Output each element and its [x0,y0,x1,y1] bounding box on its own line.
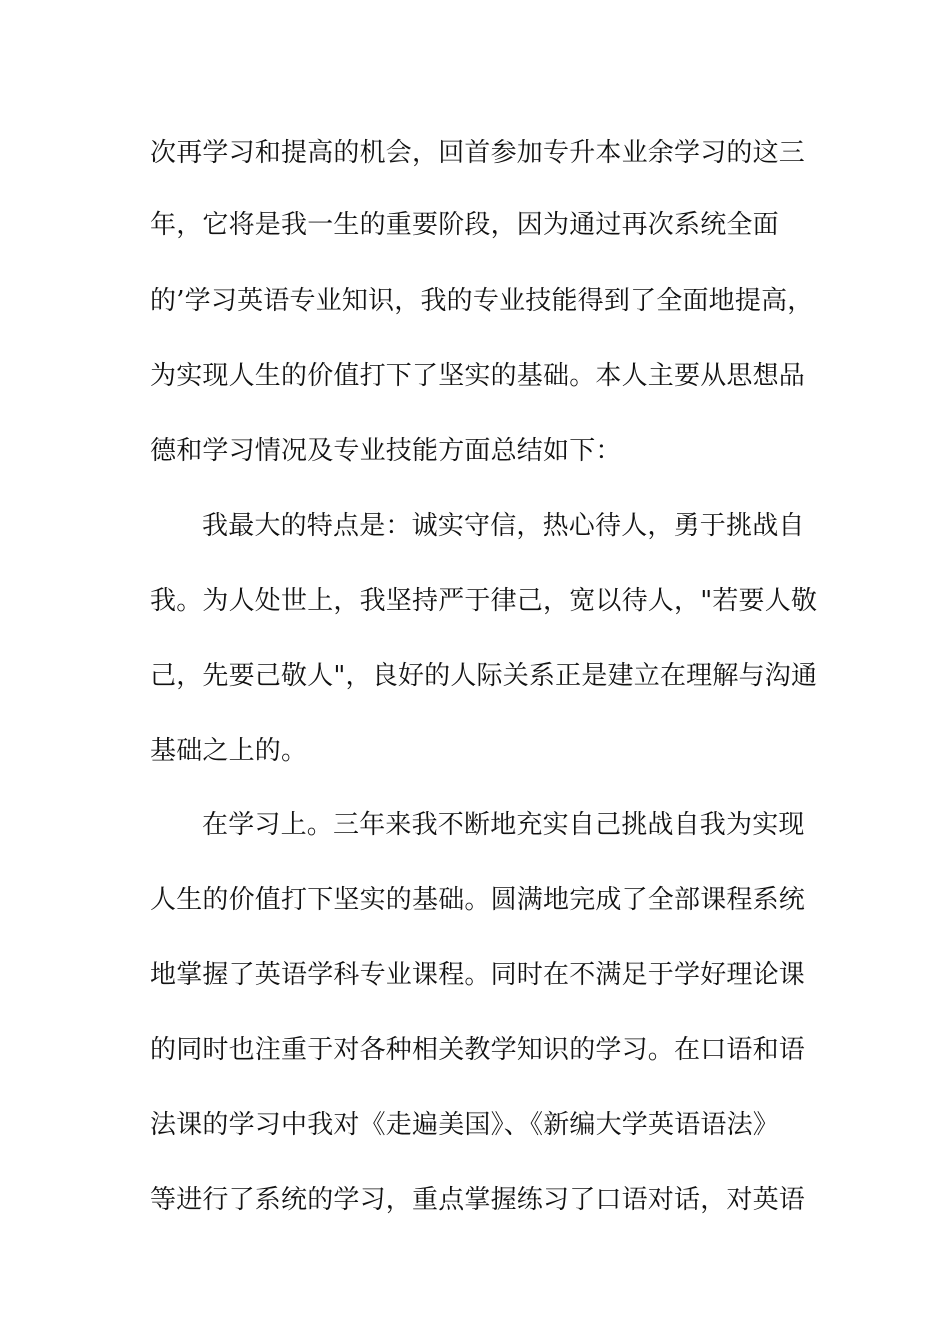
paragraph-first-line: 在学习上。三年来我不断地充实自己挑战自我为实现 [202,810,805,840]
text-line: 年，它将是我一生的重要阶段，因为通过再次系统全面 [150,210,779,240]
text-line: 我。为人处世上，我坚持严于律己，宽以待人，"若要人敬 [150,586,818,616]
text-line: 的同时也注重于对各种相关教学知识的学习。在口语和语 [150,1035,806,1065]
text-line: 为实现人生的价值打下了坚实的基础。本人主要从思想品 [150,361,806,391]
text-line: 人生的价值打下坚实的基础。圆满地完成了全部课程系统 [150,885,806,915]
text-line: 次再学习和提高的机会，回首参加专升本业余学习的这三 [150,138,806,168]
text-line: 己，先要己敬人"，良好的人际关系正是建立在理解与沟通 [150,661,818,691]
text-line: 等进行了系统的学习，重点掌握练习了口语对话，对英语 [150,1185,806,1215]
text-line: 德和学习情况及专业技能方面总结如下： [150,436,622,466]
text-line: 基础之上的。 [150,736,308,766]
text-line: 的’学习英语专业知识，我的专业技能得到了全面地提高， [150,286,814,316]
text-line: 地掌握了英语学科专业课程。同时在不满足于学好理论课 [150,960,806,990]
paragraph-first-line: 我最大的特点是：诚实守信，热心待人，勇于挑战自 [202,511,805,541]
text-line: 法课的学习中我对《走遍美国》、《新编大学英语语法》 [150,1110,780,1140]
